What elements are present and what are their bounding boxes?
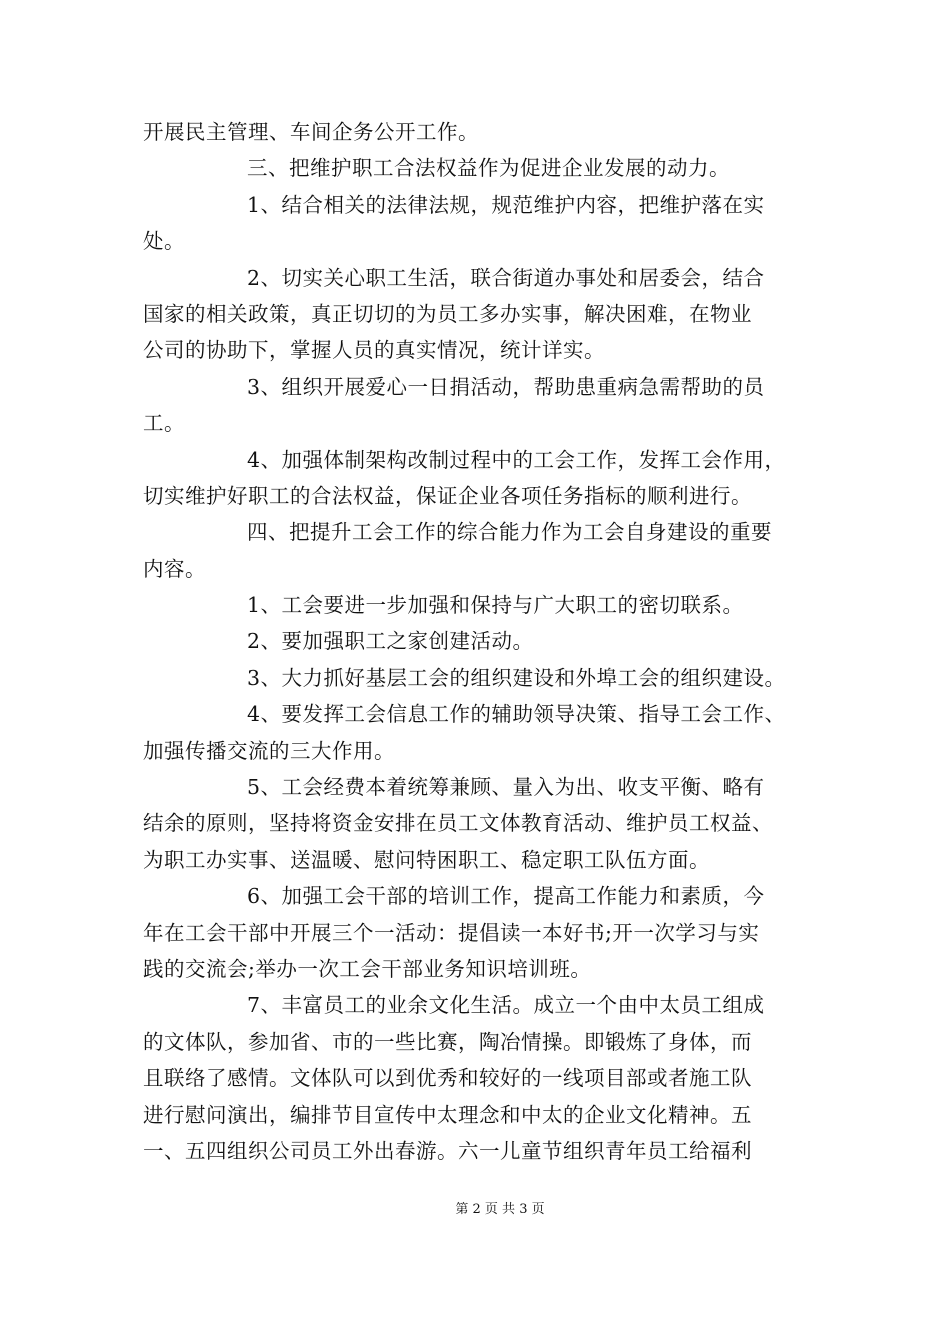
- paragraph-start-line: 3、组织开展爱心一日捐活动，帮助患重病急需帮助的员: [247, 374, 765, 399]
- paragraph-start-line: 1、工会要进一步加强和保持与广大职工的密切联系。: [247, 593, 744, 618]
- paragraph-line: 年在工会干部中开展三个一活动：提倡读一本好书;开一次学习与实: [143, 920, 760, 945]
- paragraph-line: 工。: [143, 411, 185, 436]
- paragraph-line: 国家的相关政策，真正切切的为员工多办实事，解决困难，在物业: [143, 301, 752, 326]
- paragraph-line: 且联络了感情。文体队可以到优秀和较好的一线项目部或者施工队: [143, 1066, 752, 1091]
- paragraph-start-line: 4、加强体制架构改制过程中的工会工作，发挥工会作用，: [247, 447, 786, 472]
- paragraph-line: 公司的协助下，掌握人员的真实情况，统计详实。: [143, 338, 605, 363]
- paragraph-start-line: 6、加强工会干部的培训工作，提高工作能力和素质，今: [247, 884, 765, 909]
- paragraph-line: 为职工办实事、送温暖、慰问特困职工、稳定职工队伍方面。: [143, 847, 710, 872]
- paragraph-start-line: 4、要发挥工会信息工作的辅助领导决策、指导工会工作、: [247, 702, 786, 727]
- paragraph-line: 加强传播交流的三大作用。: [143, 738, 395, 763]
- page-footer: 第 2 页 共 3 页: [455, 1202, 545, 1217]
- paragraph-line: 开展民主管理、车间企务公开工作。: [143, 120, 479, 144]
- paragraph-line: 内容。: [143, 556, 206, 581]
- paragraph-start-line: 7、丰富员工的业余文化生活。成立一个由中太员工组成: [247, 993, 765, 1018]
- paragraph-start-line: 1、结合相关的法律法规，规范维护内容，把维护落在实: [247, 192, 765, 217]
- paragraph-start-line: 5、工会经费本着统筹兼顾、量入为出、收支平衡、略有: [247, 775, 765, 800]
- paragraph-start-line: 三、把维护职工合法权益作为促进企业发展的动力。: [247, 156, 730, 181]
- paragraph-start-line: 3、大力抓好基层工会的组织建设和外埠工会的组织建设。: [247, 665, 786, 690]
- paragraph-line: 一、五四组织公司员工外出春游。六一儿童节组织青年员工给福利: [143, 1138, 752, 1163]
- paragraph-line: 切实维护好职工的合法权益，保证企业各项任务指标的顺利进行。: [143, 483, 752, 508]
- document-body: [143, 114, 815, 1169]
- paragraph-start-line: 2、要加强职工之家创建活动。: [247, 629, 534, 654]
- paragraph-line: 结余的原则，坚持将资金安排在员工文体教育活动、维护员工权益、: [143, 811, 773, 836]
- paragraph-line: 处。: [143, 229, 185, 254]
- paragraph-line: 践的交流会;举办一次工会干部业务知识培训班。: [143, 956, 592, 981]
- paragraph-start-line: 2、切实关心职工生活，联合街道办事处和居委会，结合: [247, 265, 765, 290]
- paragraph-start-line: 四、把提升工会工作的综合能力作为工会自身建设的重要: [247, 520, 772, 545]
- paragraph-line: 的文体队，参加省、市的一些比赛，陶冶情操。即锻炼了身体，而: [143, 1029, 752, 1054]
- paragraph-line: 进行慰问演出，编排节目宣传中太理念和中太的企业文化精神。五: [143, 1102, 752, 1127]
